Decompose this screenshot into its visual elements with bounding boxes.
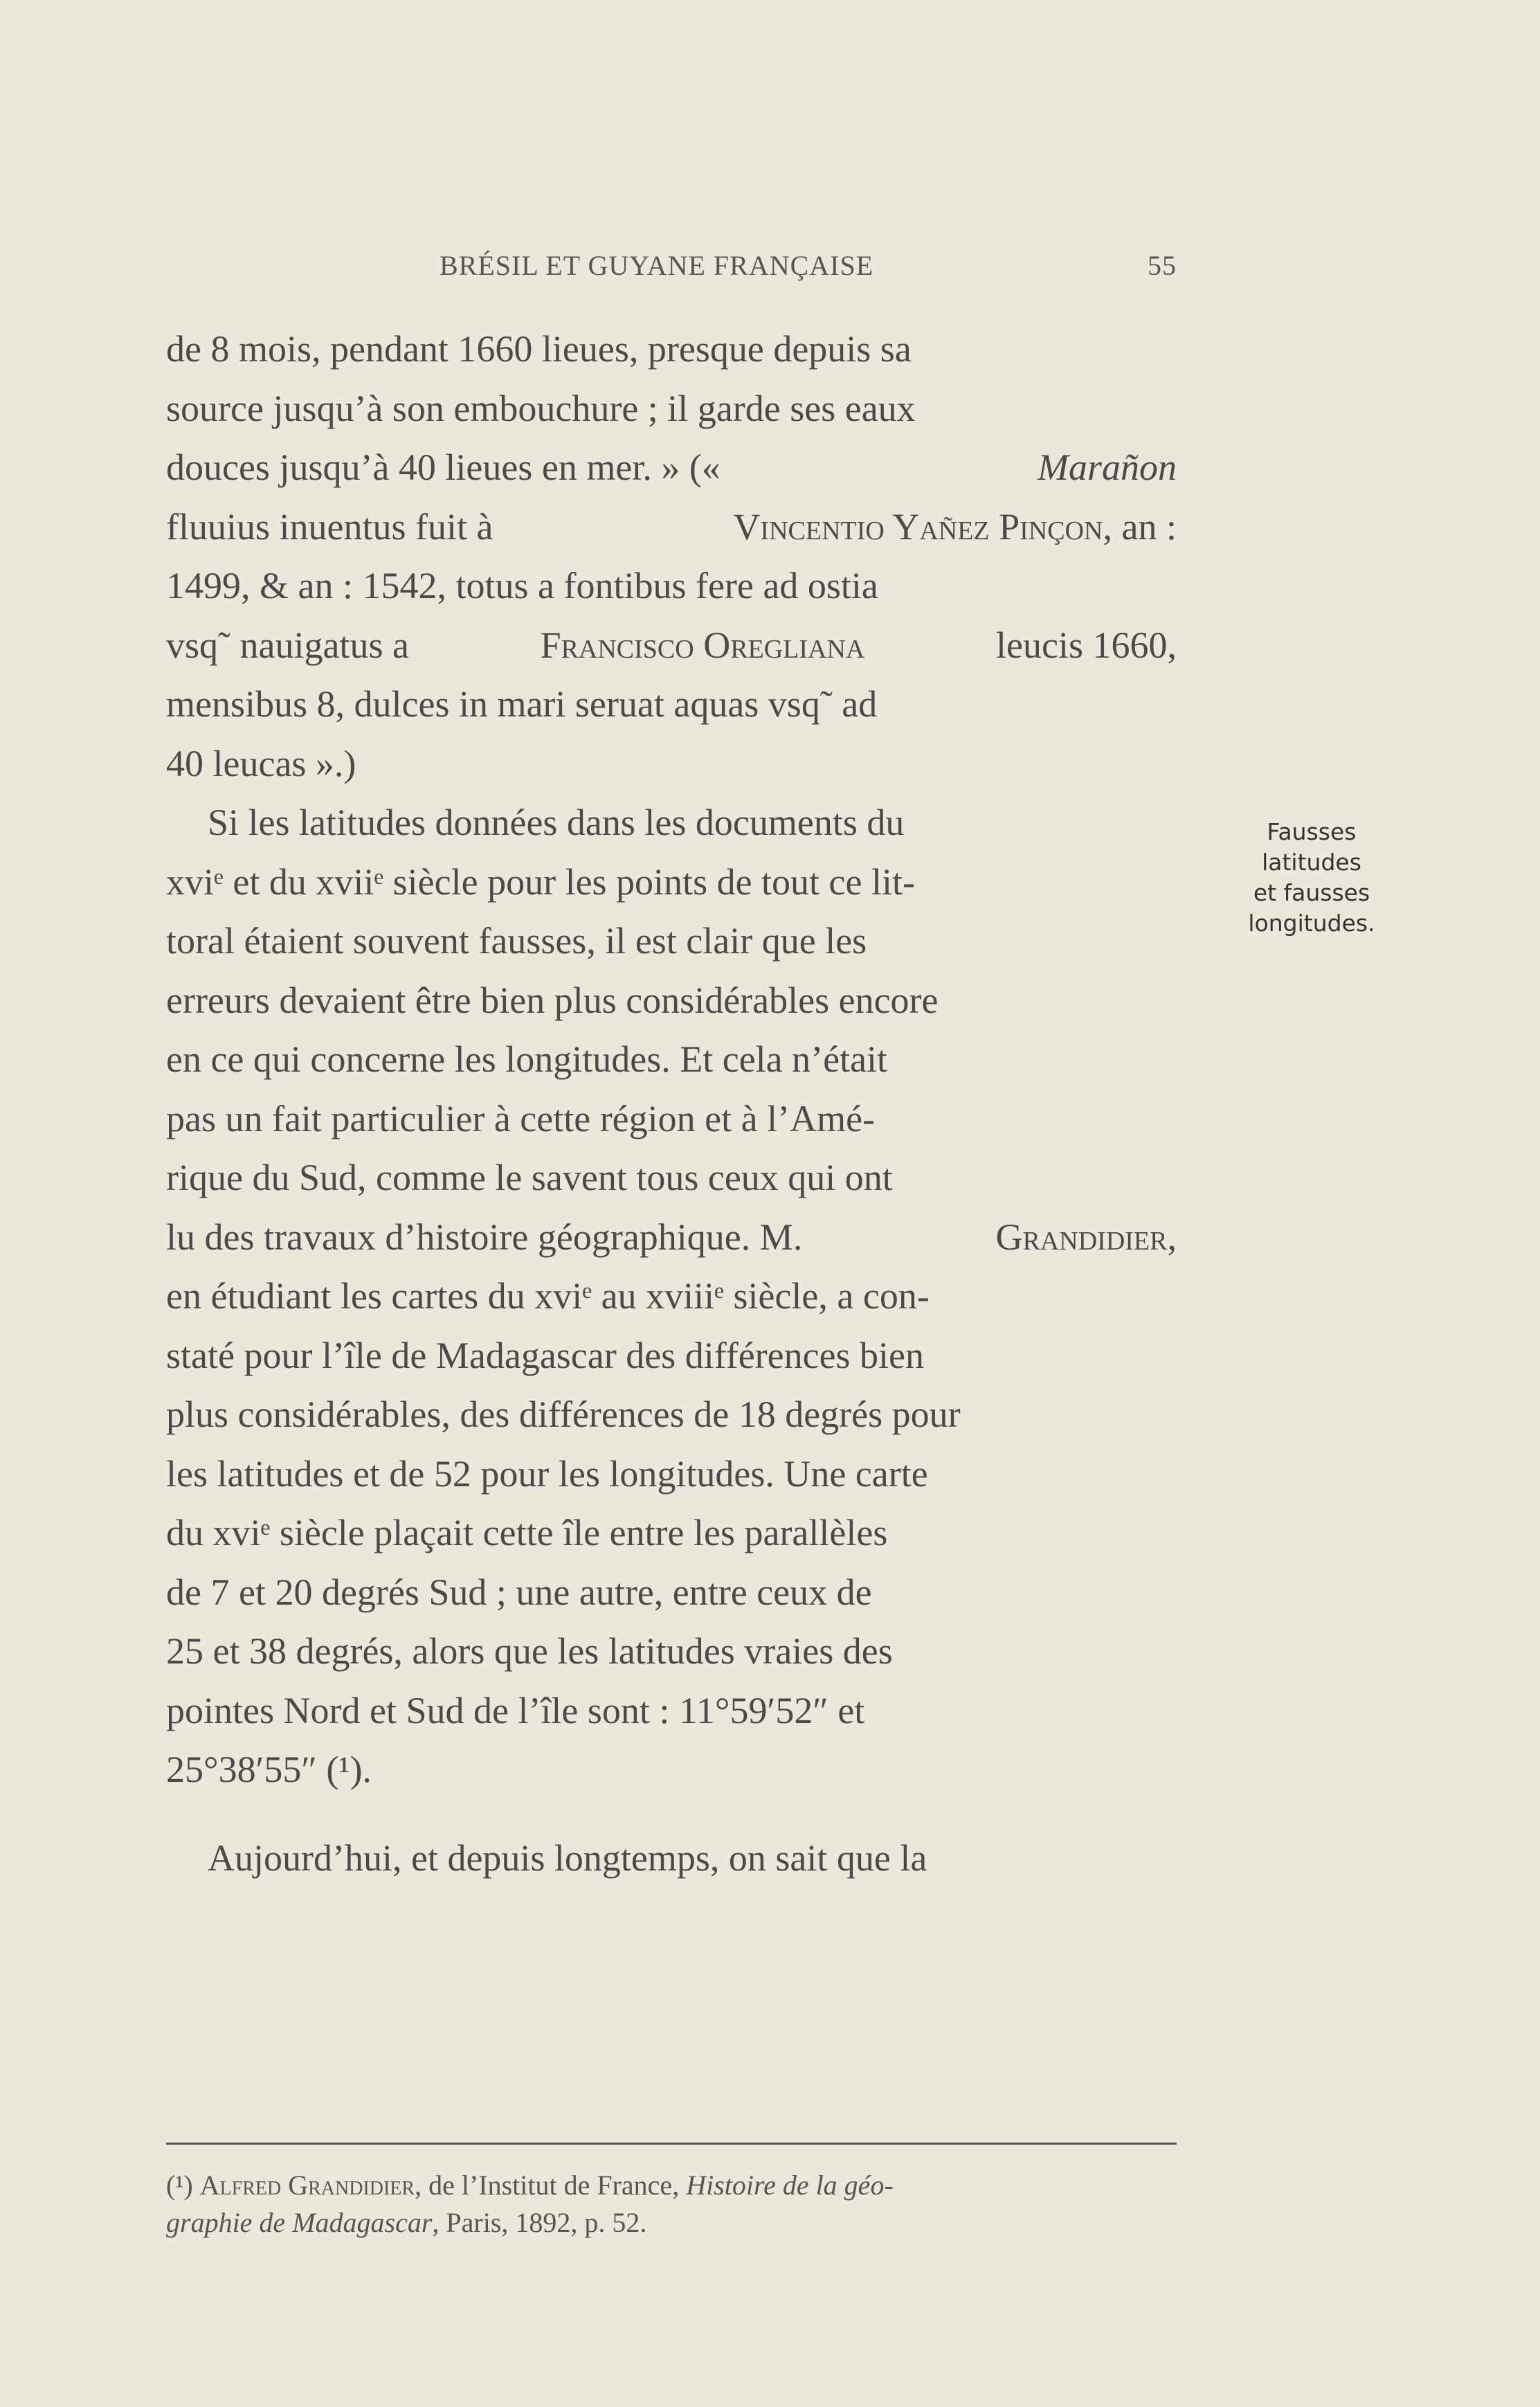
footnote-line xyxy=(166,2167,1177,2204)
text-line: 25°38′55″ (¹). xyxy=(166,1749,372,1790)
text-line: mensibus 8, dulces in mari seruat aquas vsq˜ ad xyxy=(166,683,878,725)
text-line: source jusqu’à son embouchure ; il garde ses eaux xyxy=(166,387,916,429)
footnote-title: graphie de Madagascar xyxy=(166,2207,433,2238)
text-line: rique du Sud, comme le savent tous ceux qui ont xyxy=(166,1157,893,1198)
text-line: Aujourd’hui, et depuis longtemps, on sait que la xyxy=(208,1837,927,1879)
text-span: fluuius inuentus fuit à xyxy=(166,505,493,548)
text-line: plus considérables, des différences de 18 degrés pour xyxy=(166,1394,961,1435)
text-line xyxy=(166,1208,1177,1268)
text-line: en étudiant les cartes du xviᵉ au xviiiᵉ siècle, a con- xyxy=(166,1275,930,1317)
footnote xyxy=(166,2167,1177,2242)
text-line: en ce qui concerne les longitudes. Et cela n’était xyxy=(166,1038,888,1080)
text-line: Si les latitudes données dans les documents du xyxy=(208,802,905,843)
margin-note-line: Fausses xyxy=(1267,818,1357,845)
text-line xyxy=(166,616,1177,676)
text-line: 1499, & an : 1542, totus a fontibus fere ad ostia xyxy=(166,565,878,606)
paragraph-gap xyxy=(166,1800,1177,1829)
margin-note-line: et fausses xyxy=(1253,879,1370,906)
author-name: Vincentio Yañez Pinçon xyxy=(733,505,1103,548)
footnote-divider xyxy=(166,2143,1177,2145)
text-span: , an : xyxy=(1103,505,1177,548)
footnote-text: , Paris, 1892, p. 52. xyxy=(432,2207,647,2238)
author-name: Francisco Oregliana xyxy=(540,624,865,666)
text-line: pointes Nord et Sud de l’île sont : 11°59′52″ et xyxy=(166,1689,865,1731)
author-name: Grandidier, xyxy=(995,1216,1177,1258)
text-line xyxy=(166,438,1177,498)
italic-word: Marañon xyxy=(1038,447,1177,488)
margin-note xyxy=(1225,817,1398,939)
footnote-text: , de l’Institut de France, xyxy=(415,2170,680,2201)
margin-note-line: latitudes xyxy=(1262,849,1361,876)
footnote-author: Alfred Grandidier xyxy=(199,2170,415,2201)
text-line: xviᵉ et du xviiᵉ siècle pour les points de tout ce lit- xyxy=(166,860,915,903)
text-span: leucis 1660, xyxy=(996,624,1177,666)
text-span: lu des travaux d’histoire géographique. M. xyxy=(166,1216,803,1258)
text-line: staté pour l’île de Madagascar des différences bien xyxy=(166,1334,925,1376)
text-line xyxy=(166,498,1177,557)
running-header xyxy=(166,249,1177,291)
footnote-mark: (¹) xyxy=(166,2170,193,2201)
text-line: de 7 et 20 degrés Sud ; une autre, entre ceux de xyxy=(166,1571,872,1613)
text-line: 40 leucas ».) xyxy=(166,742,356,784)
text-line: 25 et 38 degrés, alors que les latitudes vraies des xyxy=(166,1630,893,1672)
margin-note-line: longitudes. xyxy=(1248,910,1375,937)
footnote-line xyxy=(166,2204,1177,2242)
text-line: erreurs devaient être bien plus considérables encore xyxy=(166,979,939,1021)
header-title: BRÉSIL ET GUYANE FRANÇAISE xyxy=(440,250,874,281)
text-line: du xviᵉ siècle plaçait cette île entre les parallèles xyxy=(166,1512,888,1553)
text-span: douces jusqu’à 40 lieues en mer. » (« xyxy=(166,447,721,488)
text-span xyxy=(733,498,1177,557)
text-line: toral étaient souvent fausses, il est clair que les xyxy=(166,920,867,962)
text-line: de 8 mois, pendant 1660 lieues, presque depuis sa xyxy=(166,328,912,370)
text-line: les latitudes et de 52 pour les longitudes. Une carte xyxy=(166,1452,928,1495)
text-line: pas un fait particulier à cette région et à l’Amé- xyxy=(166,1097,876,1139)
page-number: 55 xyxy=(1148,250,1177,281)
text-span: vsq˜ nauigatus a xyxy=(166,624,409,666)
footnote-title: Histoire de la géo- xyxy=(686,2170,894,2201)
main-text xyxy=(166,320,1177,1888)
